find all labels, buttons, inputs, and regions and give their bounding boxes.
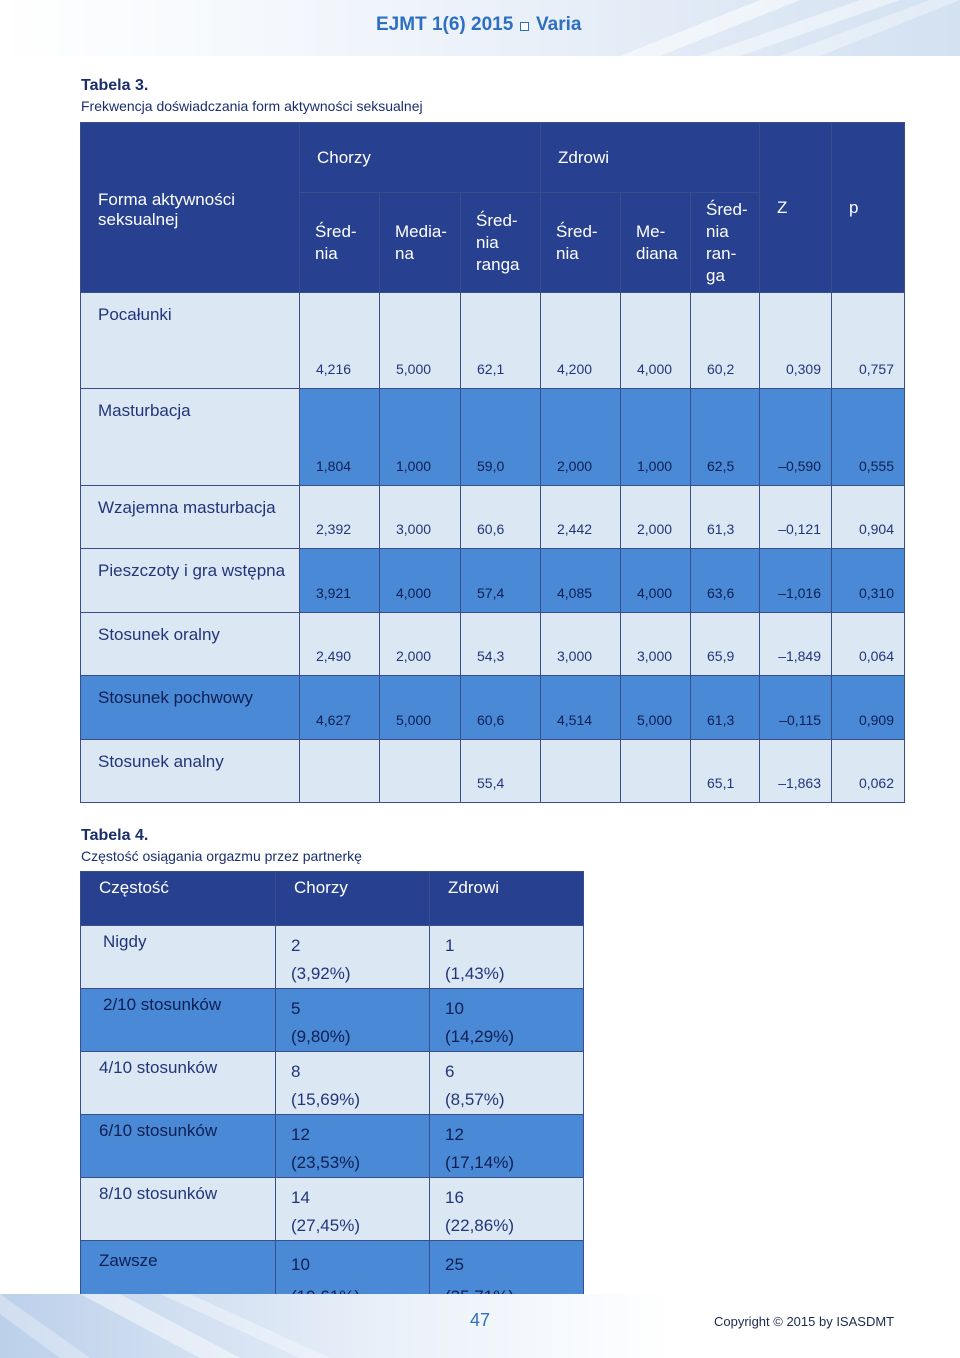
table-row — [81, 989, 584, 1052]
table-cell: 0,309 — [760, 293, 832, 389]
row-label: 6/10 stosunków — [81, 1115, 276, 1178]
table-row — [81, 293, 905, 389]
table-cell — [300, 740, 380, 803]
table-cell: 4,200 — [541, 293, 621, 389]
table-row — [81, 676, 905, 740]
table-cell: 0,757 — [832, 293, 905, 389]
table-cell: 0,062 — [832, 740, 905, 803]
group-header-sick: Chorzy — [300, 123, 541, 193]
table-cell: –1,016 — [760, 549, 832, 613]
row-label: Pieszczoty i gra wstępna — [81, 549, 300, 613]
table-cell: 1,000 — [380, 389, 461, 486]
table-cell — [430, 989, 584, 1052]
table-cell: 4,514 — [541, 676, 621, 740]
col-header-form-label: Forma aktywności seksualnej — [98, 189, 235, 229]
table-cell: 5,000 — [380, 676, 461, 740]
subheader-median-2 — [621, 193, 691, 293]
page-number: 47 — [470, 1310, 491, 1330]
table-cell: 2,000 — [380, 613, 461, 676]
table-cell: 2,392 — [300, 486, 380, 549]
count: 10 — [291, 1255, 310, 1274]
table-cell — [276, 1178, 430, 1241]
percent: (14,29%) — [445, 1027, 514, 1046]
table-cell: 60,6 — [461, 486, 541, 549]
subheader-mean-2-text: Śred- nia — [556, 221, 598, 263]
percent: (17,14%) — [445, 1153, 514, 1172]
percent: (22,86%) — [445, 1216, 514, 1235]
table-cell: 4,627 — [300, 676, 380, 740]
table4 — [80, 871, 584, 1314]
count: 12 — [291, 1125, 310, 1144]
percent: (27,45%) — [291, 1216, 360, 1235]
table-cell: –1,849 — [760, 613, 832, 676]
table4-caption: Częstość osiągania orgazmu przez partnerkę — [81, 848, 362, 864]
table-cell: 4,000 — [621, 293, 691, 389]
separator-square-icon — [520, 22, 529, 31]
row-label: Stosunek analny — [81, 740, 300, 803]
table-cell: 2,490 — [300, 613, 380, 676]
subheader-median-text: Media- na — [395, 221, 447, 263]
table-cell: –0,115 — [760, 676, 832, 740]
row-label: 4/10 stosunków — [81, 1052, 276, 1115]
col-header-form — [81, 123, 300, 293]
table-cell: 0,909 — [832, 676, 905, 740]
table-cell — [430, 926, 584, 989]
percent: (23,53%) — [291, 1153, 360, 1172]
count: 5 — [291, 999, 301, 1018]
table-cell — [276, 1115, 430, 1178]
row-label: Wzajemna masturbacja — [81, 486, 300, 549]
count: 6 — [445, 1062, 455, 1081]
row-label: Stosunek oralny — [81, 613, 300, 676]
col-header-healthy: Zdrowi — [430, 872, 584, 926]
table-cell: 2,000 — [621, 486, 691, 549]
table-cell — [541, 740, 621, 803]
table-cell: 0,064 — [832, 613, 905, 676]
table-cell: 0,904 — [832, 486, 905, 549]
count: 2 — [291, 936, 301, 955]
row-label: Zawsze — [81, 1241, 276, 1314]
table-row — [81, 926, 584, 989]
table-cell: –0,121 — [760, 486, 832, 549]
table-cell: 54,3 — [461, 613, 541, 676]
subheader-median — [380, 193, 461, 293]
table-cell: 60,6 — [461, 676, 541, 740]
count: 16 — [445, 1188, 464, 1207]
table-cell: 3,921 — [300, 549, 380, 613]
table-row — [81, 1052, 584, 1115]
count: 8 — [291, 1062, 301, 1081]
table-cell: 63,6 — [691, 549, 760, 613]
table-cell: 1,804 — [300, 389, 380, 486]
percent: (1,43%) — [445, 964, 505, 983]
subheader-mean-rank-text: Śred- nia ranga — [476, 210, 520, 274]
count: 10 — [445, 999, 464, 1018]
group-header-healthy: Zdrowi — [541, 123, 760, 193]
table-row — [81, 549, 905, 613]
subheader-mean-text: Śred- nia — [315, 221, 357, 263]
table-row — [81, 1115, 584, 1178]
table-cell: 3,000 — [621, 613, 691, 676]
table-cell — [430, 1052, 584, 1115]
row-label: Masturbacja — [81, 389, 300, 486]
table4-caption-title: Tabela 4. — [81, 827, 149, 844]
table-cell: 1,000 — [621, 389, 691, 486]
table-cell — [430, 1178, 584, 1241]
col-header-z: Z — [760, 123, 832, 293]
table-cell — [276, 926, 430, 989]
table-cell: 60,2 — [691, 293, 760, 389]
count: 1 — [445, 936, 455, 955]
row-label: 8/10 stosunków — [81, 1178, 276, 1241]
table-cell: 62,5 — [691, 389, 760, 486]
table-cell — [276, 1052, 430, 1115]
table-cell: 4,216 — [300, 293, 380, 389]
section-name: Varia — [536, 14, 582, 35]
table-cell: 61,3 — [691, 676, 760, 740]
subheader-mean-2 — [541, 193, 621, 293]
percent: (3,92%) — [291, 964, 351, 983]
table-row — [81, 740, 905, 803]
table-cell: 55,4 — [461, 740, 541, 803]
table-cell: 65,9 — [691, 613, 760, 676]
table-cell: 4,000 — [621, 549, 691, 613]
percent: (8,57%) — [445, 1090, 505, 1109]
table-row — [81, 1178, 584, 1241]
count: 25 — [445, 1255, 464, 1274]
table-row — [81, 613, 905, 676]
table-cell: 57,4 — [461, 549, 541, 613]
table-cell: 3,000 — [541, 613, 621, 676]
table-cell: –0,590 — [760, 389, 832, 486]
page-header — [0, 0, 960, 56]
table-cell: 0,555 — [832, 389, 905, 486]
subheader-mean-rank-2-text: Śred- nia ran- ga — [706, 199, 748, 285]
row-label: Pocałunki — [81, 293, 300, 389]
subheader-mean — [300, 193, 380, 293]
table-cell: –1,863 — [760, 740, 832, 803]
table-cell: 4,000 — [380, 549, 461, 613]
col-header-frequency: Częstość — [81, 872, 276, 926]
table-cell — [621, 740, 691, 803]
row-label: 2/10 stosunków — [81, 989, 276, 1052]
table-cell — [276, 989, 430, 1052]
table-row — [81, 486, 905, 549]
table-cell: 61,3 — [691, 486, 760, 549]
table-cell — [380, 740, 461, 803]
table3-caption-title: Tabela 3. — [81, 77, 149, 94]
table-cell: 5,000 — [380, 293, 461, 389]
journal-title: EJMT 1(6) 2015 — [376, 14, 514, 35]
table3 — [80, 122, 905, 803]
row-label: Stosunek pochwowy — [81, 676, 300, 740]
page-footer — [0, 1294, 960, 1358]
subheader-mean-rank — [461, 193, 541, 293]
table-cell: 2,442 — [541, 486, 621, 549]
table-cell: 59,0 — [461, 389, 541, 486]
copyright-notice: Copyright © 2015 by ISASDMT — [714, 1314, 895, 1329]
table-cell: 62,1 — [461, 293, 541, 389]
percent: (15,69%) — [291, 1090, 360, 1109]
count: 12 — [445, 1125, 464, 1144]
col-header-p: p — [832, 123, 905, 293]
table3-caption: Frekwencja doświadczania form aktywności seksualnej — [81, 98, 423, 114]
table-cell — [430, 1115, 584, 1178]
table-row — [81, 389, 905, 486]
table-cell: 5,000 — [621, 676, 691, 740]
subheader-mean-rank-2 — [691, 193, 760, 293]
subheader-median-2-text: Me- diana — [636, 221, 678, 263]
percent: (9,80%) — [291, 1027, 351, 1046]
row-label: Nigdy — [81, 926, 276, 989]
col-header-sick: Chorzy — [276, 872, 430, 926]
table-cell: 3,000 — [380, 486, 461, 549]
table-cell: 0,310 — [832, 549, 905, 613]
table-cell: 4,085 — [541, 549, 621, 613]
table-cell: 65,1 — [691, 740, 760, 803]
table-cell: 2,000 — [541, 389, 621, 486]
count: 14 — [291, 1188, 310, 1207]
